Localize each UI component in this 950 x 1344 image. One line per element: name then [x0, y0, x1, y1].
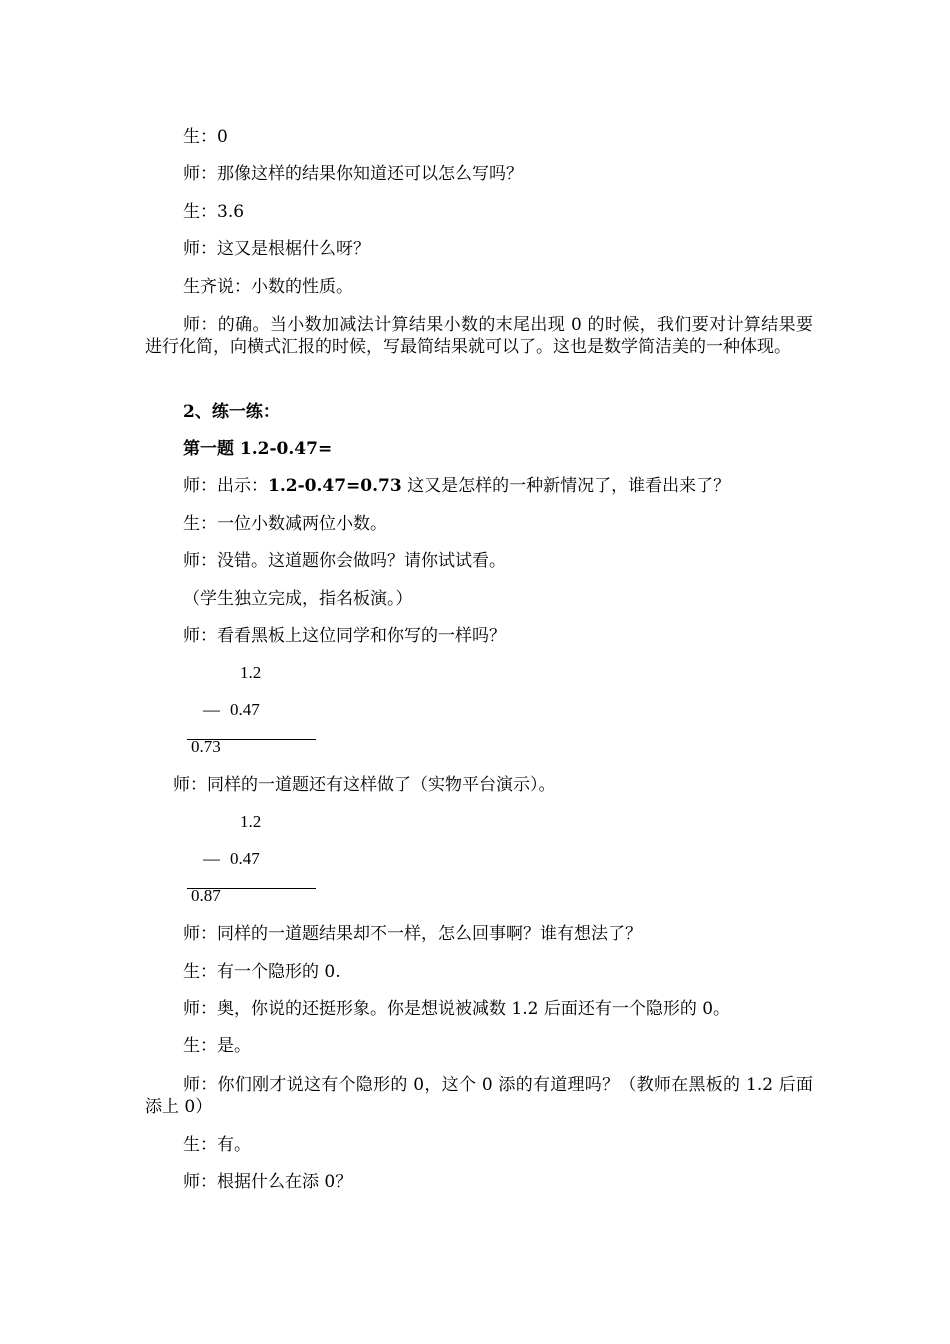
dialogue-line: 师：同样的一道题结果却不一样，怎么回事啊？谁有想法了？: [183, 924, 642, 944]
minus-operator: —: [203, 700, 220, 719]
dialogue-line: 师：奥，你说的还挺形象。你是想说被减数 1.2 后面还有一个隐形的 0。: [183, 999, 731, 1019]
dialogue-line: 生：有一个隐形的 0.: [183, 962, 341, 982]
dialogue-line: 师：没错。这道题你会做吗？请你试试看。: [183, 551, 506, 571]
dialogue-line: 生：有。: [183, 1135, 251, 1155]
line-prefix: 师：出示：: [183, 476, 268, 496]
dialogue-line: 生：是。: [183, 1036, 251, 1056]
teacher-paragraph: 师：的确。当小数加减法计算结果小数的末尾出现 0 的时候，我们要对计算结果要进行化简，向横式汇报的时候，写最简结果就可以了。这也是数学简洁美的一种体现。: [145, 315, 813, 357]
section-heading: 2、练一练：: [183, 402, 280, 422]
stage-note: （学生独立完成，指名板演。）: [183, 589, 413, 609]
dialogue-line: 生：0: [183, 127, 228, 147]
minuend: 1.2: [240, 812, 262, 831]
line-suffix: 这又是怎样的一种新情况了，谁看出来了？: [401, 476, 731, 496]
dialogue-line: 师：同样的一道题还有这样做了（实物平台演示）。: [173, 775, 556, 795]
dialogue-line: 生齐说：小数的性质。: [183, 277, 353, 297]
dialogue-line: 师：这又是根椐什么呀？: [183, 239, 370, 259]
dialogue-line: 生：一位小数减两位小数。: [183, 514, 387, 534]
dialogue-line: 师：根据什么在添 0？: [183, 1172, 353, 1192]
exercise-title: 第一题 1.2-0.47=: [183, 439, 333, 459]
subtrahend: 0.47: [230, 849, 260, 868]
teacher-paragraph: 师：你们刚才说这有个隐形的 0，这个 0 添的有道理吗？（教师在黑板的 1.2 后面添上 0）: [145, 1075, 813, 1117]
minus-operator: —: [203, 849, 220, 868]
dialogue-line: [183, 474, 823, 498]
minuend: 1.2: [240, 663, 262, 682]
dialogue-line: 师：那像这样的结果你知道还可以怎么写吗？: [183, 164, 523, 184]
difference: 0.87: [191, 886, 221, 905]
equation-bold: 1.2-0.47=0.73: [268, 476, 402, 496]
difference: 0.73: [191, 737, 221, 756]
subtrahend: 0.47: [230, 700, 260, 719]
dialogue-line: 师：看看黑板上这位同学和你写的一样吗？: [183, 626, 506, 646]
dialogue-line: 生：3.6: [183, 202, 245, 222]
